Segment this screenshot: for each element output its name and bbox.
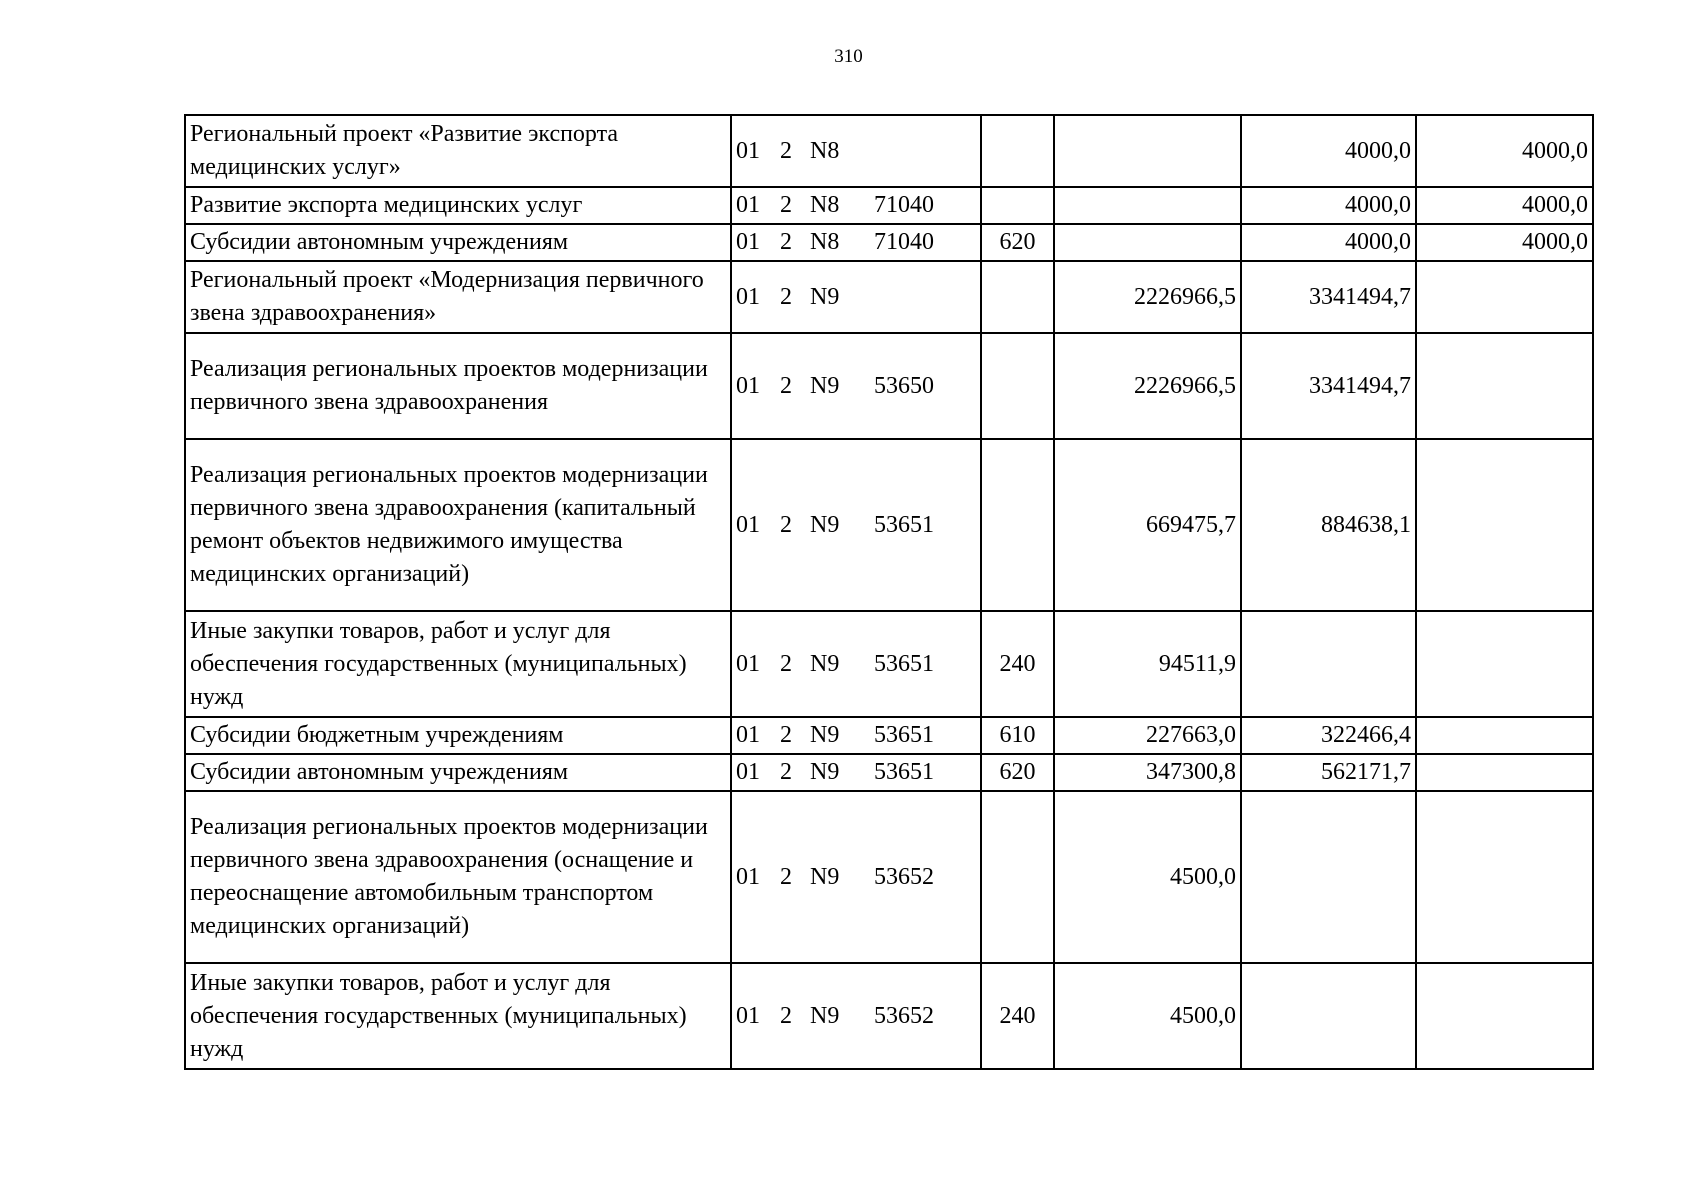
budget-table [184,114,1594,1070]
classification-code-cell [731,224,981,261]
code-direction: 53650 [874,372,934,399]
budget-table-body [185,115,1593,1069]
code-direction: 53651 [874,759,934,785]
code-project: N8 [810,229,840,255]
amount-cell-2: 4000,0 [1241,187,1416,224]
item-name-cell: Реализация региональных проектов модернизации первичного звена здравоохранения (капитальный ремонт объектов недвижимого имущества медицинских организаций) [185,439,731,611]
expense-type-cell [981,439,1054,611]
amount-cell-2: 3341494,7 [1241,261,1416,333]
item-name-cell: Развитие экспорта медицинских услуг [185,187,731,224]
amount-cell-2: 562171,7 [1241,754,1416,791]
amount-cell-1 [1054,115,1241,187]
item-name-cell: Реализация региональных проектов модернизации первичного звена здравоохранения (оснащение и переоснащение автомобильным транспортом медицинских организаций) [185,791,731,963]
amount-cell-3 [1416,754,1593,791]
code-project: N9 [810,511,840,538]
amount-cell-2: 4000,0 [1241,115,1416,187]
code-project: N9 [810,372,840,399]
expense-type-cell: 240 [981,611,1054,717]
table-row [185,754,1593,791]
expense-type-cell: 620 [981,224,1054,261]
code-subprogram: 2 [780,511,792,538]
table-row [185,333,1593,439]
expense-type-cell [981,115,1054,187]
code-subprogram: 2 [780,722,792,748]
table-row [185,261,1593,333]
amount-cell-1: 2226966,5 [1054,261,1241,333]
table-row [185,439,1593,611]
amount-cell-3: 4000,0 [1416,115,1593,187]
code-direction: 71040 [874,229,934,255]
amount-cell-3 [1416,261,1593,333]
amount-cell-2 [1241,791,1416,963]
amount-cell-1: 4500,0 [1054,791,1241,963]
item-name-cell: Иные закупки товаров, работ и услуг для обеспечения государственных (муниципальных) нужд [185,611,731,717]
amount-cell-2: 3341494,7 [1241,333,1416,439]
table-row [185,115,1593,187]
classification-code-cell [731,754,981,791]
code-subprogram: 2 [780,1002,792,1029]
item-name-cell: Субсидии автономным учреждениям [185,754,731,791]
code-direction: 53651 [874,650,934,677]
code-direction: 71040 [874,192,934,218]
amount-cell-2 [1241,611,1416,717]
amount-cell-1: 4500,0 [1054,963,1241,1069]
classification-code-cell [731,611,981,717]
amount-cell-3: 4000,0 [1416,187,1593,224]
code-project: N9 [810,759,840,785]
amount-cell-3 [1416,963,1593,1069]
amount-cell-1: 669475,7 [1054,439,1241,611]
table-row [185,791,1593,963]
code-subprogram: 2 [780,229,792,255]
code-program: 01 [736,759,760,785]
classification-code-cell [731,963,981,1069]
code-subprogram: 2 [780,192,792,218]
expense-type-cell [981,791,1054,963]
code-subprogram: 2 [780,283,792,310]
code-project: N8 [810,137,840,164]
table-row [185,187,1593,224]
code-program: 01 [736,1002,760,1029]
code-subprogram: 2 [780,137,792,164]
amount-cell-1: 347300,8 [1054,754,1241,791]
amount-cell-3 [1416,333,1593,439]
code-program: 01 [736,650,760,677]
item-name-cell: Субсидии бюджетным учреждениям [185,717,731,754]
amount-cell-1: 2226966,5 [1054,333,1241,439]
amount-cell-1 [1054,224,1241,261]
code-program: 01 [736,863,760,890]
amount-cell-1: 94511,9 [1054,611,1241,717]
code-project: N9 [810,863,840,890]
code-project: N9 [810,283,840,310]
code-project: N9 [810,650,840,677]
code-program: 01 [736,722,760,748]
expense-type-cell [981,187,1054,224]
item-name-cell: Иные закупки товаров, работ и услуг для обеспечения государственных (муниципальных) нужд [185,963,731,1069]
classification-code-cell [731,187,981,224]
code-program: 01 [736,511,760,538]
classification-code-cell [731,717,981,754]
item-name-cell: Региональный проект «Развитие экспорта медицинских услуг» [185,115,731,187]
code-subprogram: 2 [780,650,792,677]
item-name-cell: Региональный проект «Модернизация первичного звена здравоохранения» [185,261,731,333]
code-project: N9 [810,722,840,748]
code-program: 01 [736,229,760,255]
expense-type-cell: 240 [981,963,1054,1069]
table-row [185,611,1593,717]
amount-cell-3 [1416,439,1593,611]
amount-cell-3: 4000,0 [1416,224,1593,261]
classification-code-cell [731,439,981,611]
table-row [185,224,1593,261]
table-row [185,717,1593,754]
classification-code-cell [731,333,981,439]
amount-cell-1 [1054,187,1241,224]
code-direction: 53651 [874,722,934,748]
amount-cell-1: 227663,0 [1054,717,1241,754]
expense-type-cell: 620 [981,754,1054,791]
classification-code-cell [731,261,981,333]
code-program: 01 [736,137,760,164]
amount-cell-2 [1241,963,1416,1069]
code-program: 01 [736,372,760,399]
page-number: 310 [834,46,863,67]
code-subprogram: 2 [780,759,792,785]
code-project: N8 [810,192,840,218]
code-subprogram: 2 [780,863,792,890]
amount-cell-3 [1416,611,1593,717]
amount-cell-3 [1416,717,1593,754]
code-program: 01 [736,192,760,218]
expense-type-cell [981,261,1054,333]
item-name-cell: Субсидии автономным учреждениям [185,224,731,261]
item-name-cell: Реализация региональных проектов модернизации первичного звена здравоохранения [185,333,731,439]
code-direction: 53651 [874,511,934,538]
table-row [185,963,1593,1069]
code-program: 01 [736,283,760,310]
code-direction: 53652 [874,863,934,890]
expense-type-cell: 610 [981,717,1054,754]
code-project: N9 [810,1002,840,1029]
expense-type-cell [981,333,1054,439]
code-direction: 53652 [874,1002,934,1029]
amount-cell-2: 884638,1 [1241,439,1416,611]
amount-cell-2: 322466,4 [1241,717,1416,754]
classification-code-cell [731,115,981,187]
amount-cell-2: 4000,0 [1241,224,1416,261]
classification-code-cell [731,791,981,963]
amount-cell-3 [1416,791,1593,963]
code-subprogram: 2 [780,372,792,399]
